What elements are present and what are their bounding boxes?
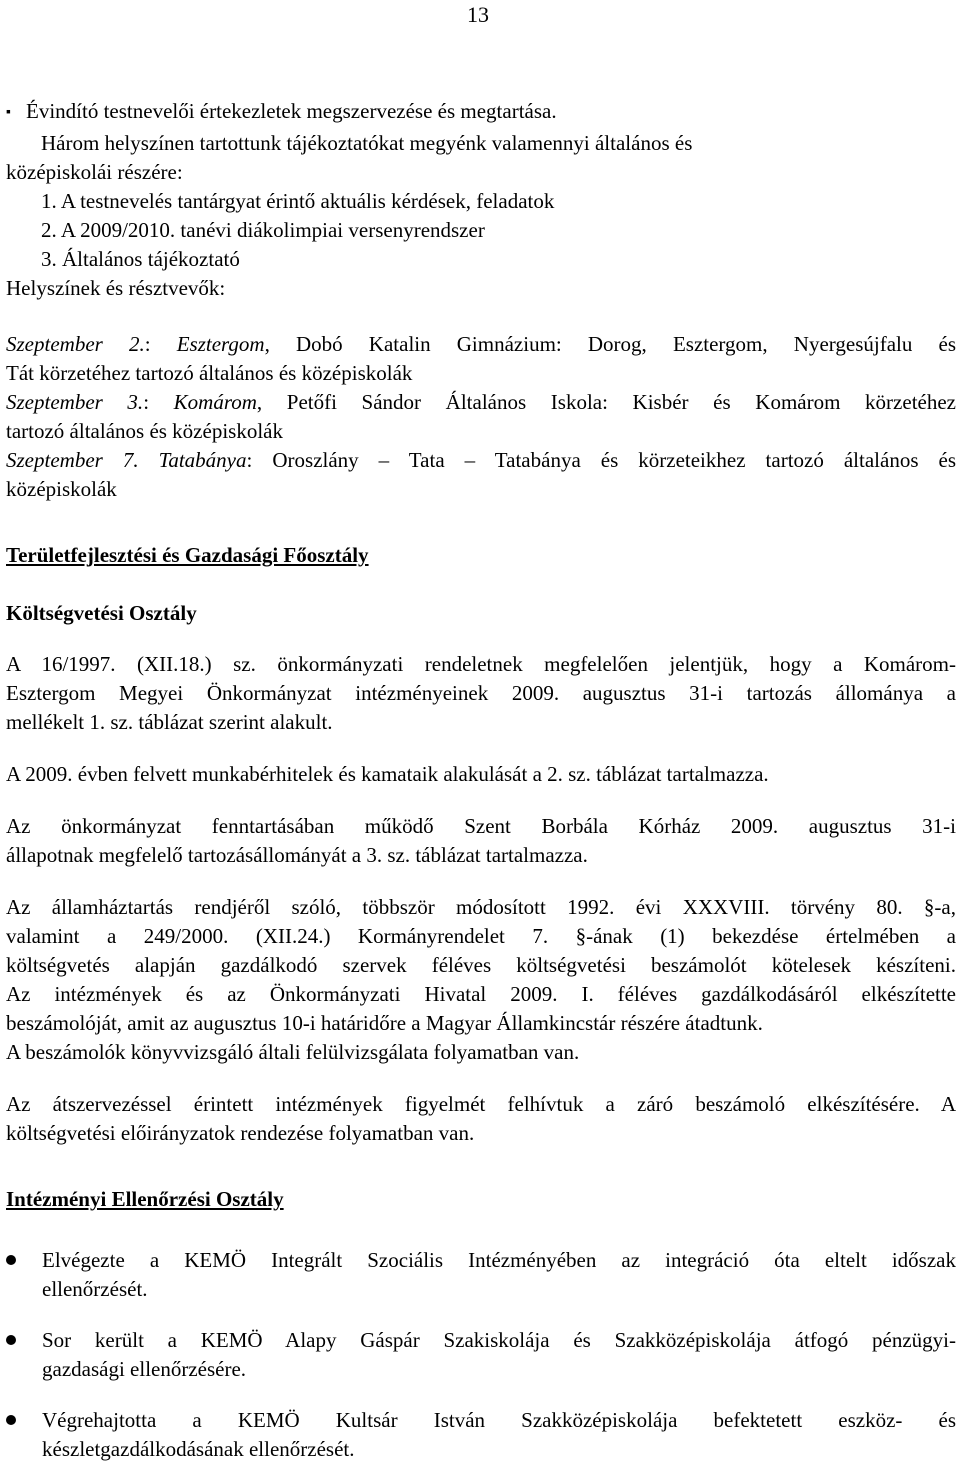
page-number: 13 [467,2,489,27]
topic-item: 1. A testnevelés tantárgyat érintő aktuális kérdések, feladatok [41,189,555,213]
paragraph-line: beszámolóját, amit az augusztus 10-i határidőre a Magyar Államkincstár részére átadtunk. [6,1011,763,1035]
paragraph-line: A beszámolók könyvvizsgáló általi felülvizsgálata folyamatban van. [6,1040,580,1064]
session-city: Tatabánya [158,448,247,472]
paragraph-line: Az államháztartás rendjéről szóló, többször módosított 1992. évi XXXVIII. törvény 80. §-a, [6,895,956,919]
session-date: Szeptember 7. [6,448,139,472]
list-item [6,1406,956,1464]
session-date: Szeptember 3. [6,390,144,414]
section-heading: Intézményi Ellenőrzési Osztály [6,1187,284,1211]
list-item [6,1246,956,1304]
bullet-dot-icon [6,1415,16,1425]
session-city: Esztergom [176,332,265,356]
session-line: tartozó általános és középiskolák [6,419,283,443]
list-item [6,1326,956,1384]
list-item-line: gazdasági ellenőrzésére. [42,1357,247,1381]
session-line: Tát körzetéhez tartozó általános és középiskolák [6,361,413,385]
bullet-dot-icon [6,1335,16,1345]
paragraph-line: Az átszervezéssel érintett intézmények figyelmét felhívtuk a záró beszámoló elkészítésére. A [6,1092,956,1116]
intro-line: középiskolái részére: [6,160,183,184]
paragraph-line: A 2009. évben felvett munkabérhitelek és kamataik alakulását a 2. sz. táblázat tartalmazza. [6,762,769,786]
paragraph-line: Az önkormányzat fenntartásában működő Szent Borbála Kórház 2009. augusztus 31-i [6,814,956,838]
session-city: Komárom [173,390,257,414]
session-detail: : Oroszlány – Tata – Tatabánya és körzeteikhez tartozó általános és [246,448,957,472]
paragraph-line: állapotnak megfelelő tartozásállományát a 3. sz. táblázat tartalmazza. [6,843,588,867]
paragraph-line: valamint a 249/2000. (XII.24.) Kormányrendelet 7. §-ának (1) bekezdése értelmében a [6,924,956,948]
paragraph-line: Esztergom Megyei Önkormányzat intézményeinek 2009. augusztus 31-i tartozás állománya a [6,681,956,705]
bullet-dot-icon [6,1255,16,1265]
intro-bullet: ▪ Évindító testnevelői értekezletek megszervezése és megtartása. [6,97,956,129]
list-item-line: ellenőrzését. [42,1277,148,1301]
list-item-line: Elvégezte a KEMÖ Integrált Szociális Intézményében az integráció óta eltelt időszak [42,1248,956,1272]
session-detail: , Dobó Katalin Gimnázium: Dorog, Esztergom, Nyergesújfalu és [264,332,956,356]
section-subheading: Költségvetési Osztály [6,601,197,625]
session-line [6,446,956,475]
section-heading: Területfejlesztési és Gazdasági Főosztály [6,543,369,567]
locations-label: Helyszínek és résztvevők: [6,276,226,300]
intro-line: Három helyszínen tartottunk tájékoztatókat megyénk valamennyi általános és [41,131,693,155]
paragraph-line: A 16/1997. (XII.18.) sz. önkormányzati rendeletnek megfelelően jelentjük, hogy a Komárom- [6,652,956,676]
session-line: Szeptember 3.: Komárom, Petőfi Sándor Általános Iskola: Kisbér és Komárom körzetéhez [6,390,956,414]
topic-item: 3. Általános tájékoztató [41,247,240,271]
session-line: középiskolák [6,477,117,501]
topic-item: 2. A 2009/2010. tanévi diákolimpiai versenyrendszer [41,218,485,242]
paragraph-line: költségvetési előirányzatok rendezése folyamatban van. [6,1121,475,1145]
paragraph-line: mellékelt 1. sz. táblázat szerint alakult. [6,710,333,734]
paragraph-line: Az intézmények és az Önkormányzati Hivatal 2009. I. féléves gazdálkodásáról elkészítette [6,982,956,1006]
session-detail: , Petőfi Sándor Általános Iskola: Kisbér és Komárom körzetéhez [256,390,956,414]
session-line: Szeptember 2.: Esztergom, Dobó Katalin Gimnázium: Dorog, Esztergom, Nyergesújfalu és [6,332,956,356]
list-item-line: Végrehajtotta a KEMÖ Kultsár István Szakközépiskolája befektetett eszköz- és [42,1408,956,1432]
document-body [6,97,956,1464]
list-item-line: Sor került a KEMÖ Alapy Gáspár Szakiskolája és Szakközépiskolája átfogó pénzügyi- [42,1328,956,1352]
paragraph-line: költségvetés alapján gazdálkodó szervek féléves költségvetési beszámolót kötelesek készíteni. [6,953,956,977]
session-date: Szeptember 2. [6,332,145,356]
list-item-line: készletgazdálkodásának ellenőrzését. [42,1437,355,1461]
